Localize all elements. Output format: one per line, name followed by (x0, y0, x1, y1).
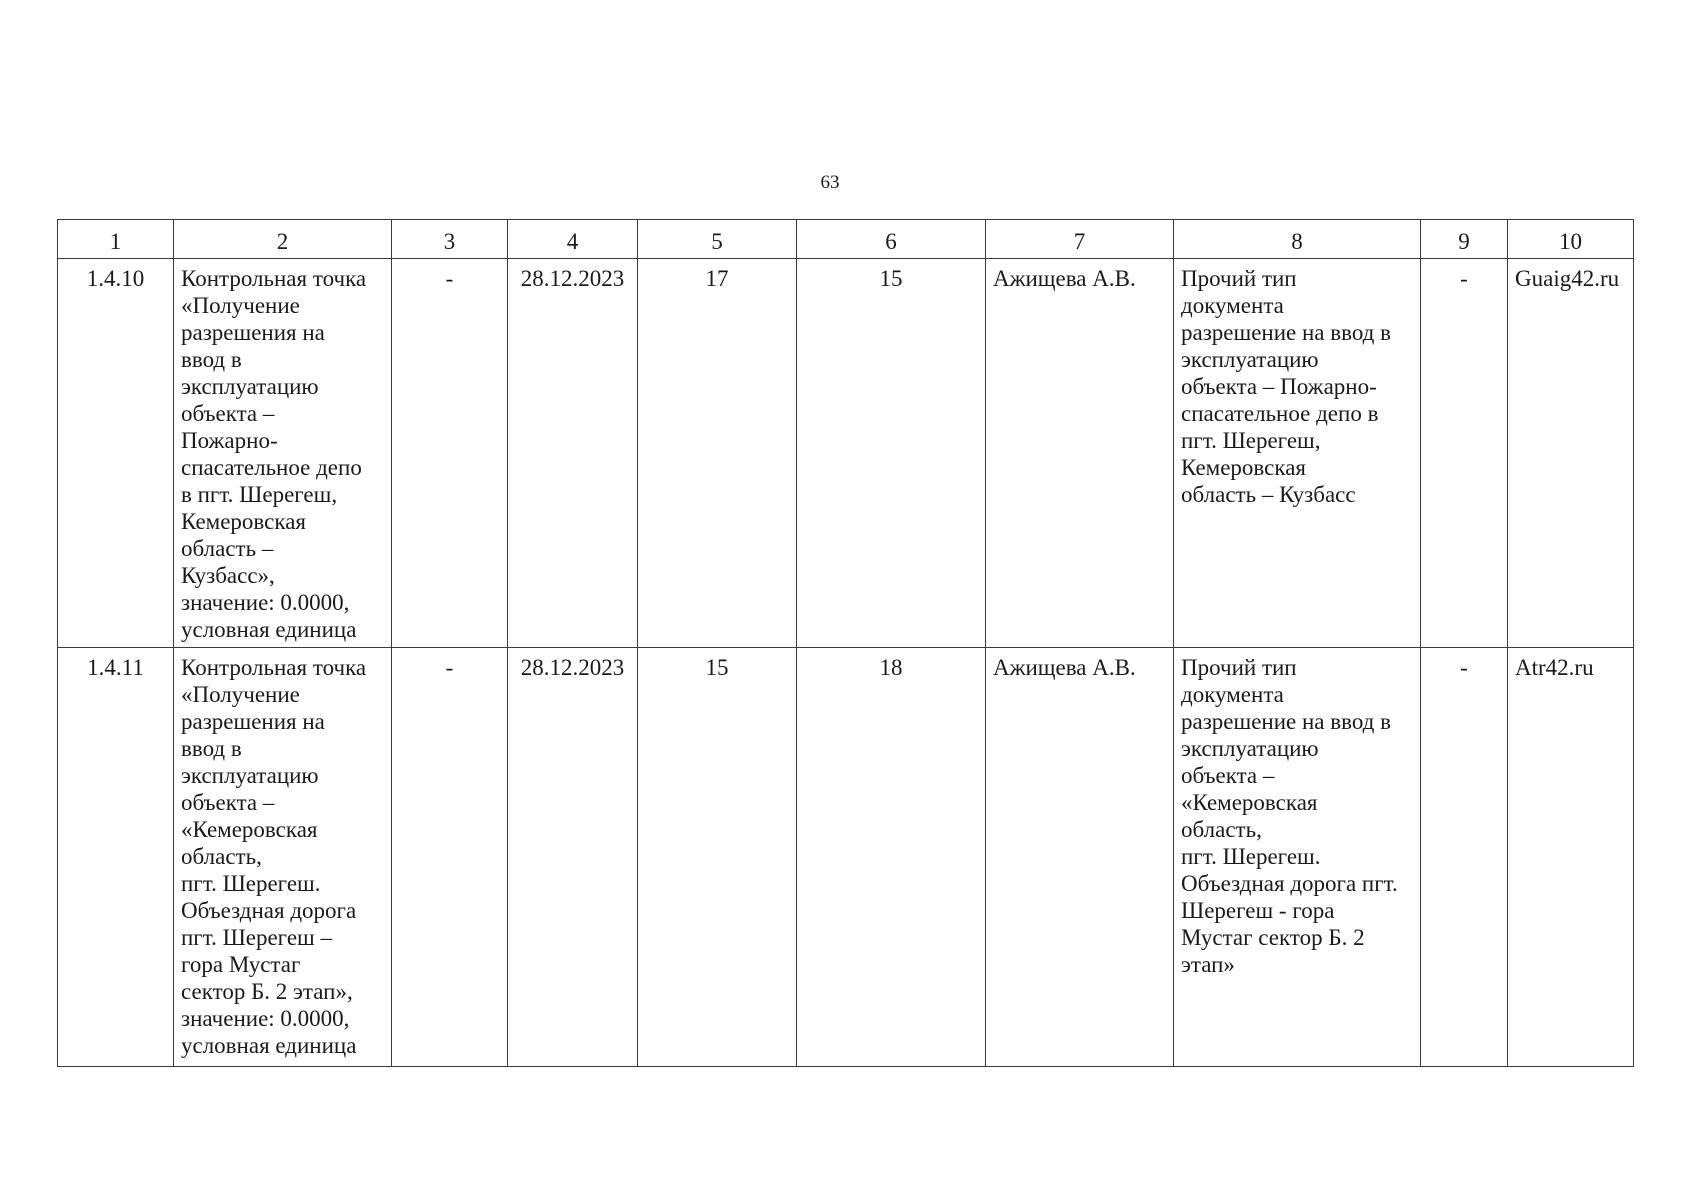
column-header-5: 5 (638, 220, 797, 259)
document-type-cell: Прочий тип документа разрешение на ввод в эксплуатацию объекта – Пожарно- спасательное депо в пгт. Шерегеш, Кемеровская область – Кузбасс (1174, 259, 1421, 648)
row-number-cell: 1.4.11 (58, 648, 174, 1067)
responsible-person-cell: Ажищева А.В. (986, 259, 1174, 648)
column-header-7: 7 (986, 220, 1174, 259)
column-5-cell: 15 (638, 648, 797, 1067)
page-number: 63 (820, 172, 840, 193)
column-6-cell: 15 (797, 259, 986, 648)
row-number-cell: 1.4.10 (58, 259, 174, 648)
column-5-cell: 17 (638, 259, 797, 648)
column-9-cell: - (1421, 259, 1508, 648)
column-3-cell: - (392, 648, 508, 1067)
system-cell: Guaig42.ru (1508, 259, 1634, 648)
column-header-8: 8 (1174, 220, 1421, 259)
date-cell: 28.12.2023 (508, 259, 638, 648)
system-cell: Atr42.ru (1508, 648, 1634, 1067)
table-row (58, 259, 1634, 648)
column-header-1: 1 (58, 220, 174, 259)
date-cell: 28.12.2023 (508, 648, 638, 1067)
column-6-cell: 18 (797, 648, 986, 1067)
table-row (58, 648, 1634, 1067)
control-point-description-cell: Контрольная точка «Получение разрешения на ввод в эксплуатацию объекта – Пожарно- спасательное депо в пгт. Шерегеш, Кемеровская область – Кузбасс», значение: 0.0000, условная единица (174, 259, 392, 648)
control-point-description-cell: Контрольная точка «Получение разрешения на ввод в эксплуатацию объекта – «Кемеровская область, пгт. Шерегеш. Объездная дорога пгт. Шерегеш – гора Мустаг сектор Б. 2 этап», значение: 0.0000, условная единица (174, 648, 392, 1067)
header-row (58, 220, 1634, 259)
column-3-cell: - (392, 259, 508, 648)
column-header-2: 2 (174, 220, 392, 259)
column-header-4: 4 (508, 220, 638, 259)
control-points-table (57, 219, 1634, 1067)
column-header-9: 9 (1421, 220, 1508, 259)
document-type-cell: Прочий тип документа разрешение на ввод в эксплуатацию объекта – «Кемеровская область, пгт. Шерегеш. Объездная дорога пгт. Шерегеш - гора Мустаг сектор Б. 2 этап» (1174, 648, 1421, 1067)
column-header-6: 6 (797, 220, 986, 259)
column-header-10: 10 (1508, 220, 1634, 259)
column-9-cell: - (1421, 648, 1508, 1067)
responsible-person-cell: Ажищева А.В. (986, 648, 1174, 1067)
column-header-3: 3 (392, 220, 508, 259)
